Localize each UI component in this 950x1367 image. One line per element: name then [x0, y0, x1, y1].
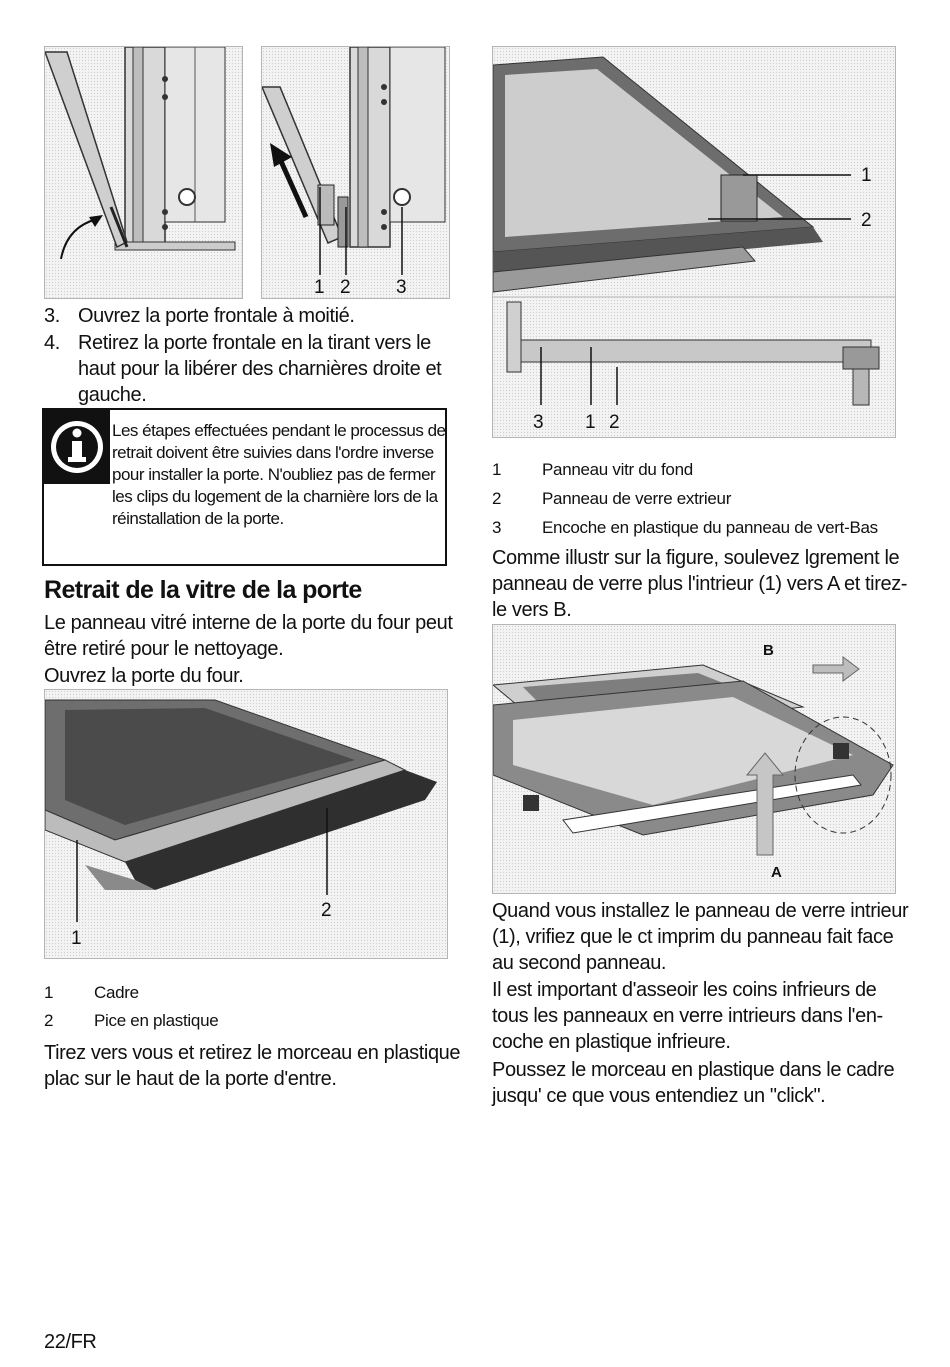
install-paragraph-3: Poussez le morceau en plastique dans le cadre jusqu' ce que vous entendiez un "click".: [492, 1059, 895, 1107]
legend-label: Panneau vitr du fond: [542, 460, 693, 479]
glass-panels-illustration: [493, 47, 896, 438]
glass-callout-bottom-3: 3: [533, 412, 544, 433]
step-number: 3.: [44, 305, 60, 327]
hinge-right-illustration: [262, 47, 450, 299]
info-icon: [44, 410, 110, 484]
step-number: 4.: [44, 332, 60, 354]
hinge-callout-2: 2: [340, 277, 351, 298]
lift-panel-paragraph: Comme illustr sur la figure, soulevez lgrement le panneau de verre plus l'intrieur (1) vers A et tirez-le vers B.: [492, 547, 908, 621]
hinge-callout-1: 1: [314, 277, 325, 298]
legend-item: [44, 1010, 344, 1032]
legend-item: [44, 982, 344, 1004]
glass-callout-bottom-2: 2: [609, 412, 620, 433]
info-note-text: Les étapes effectuées pendant le processus de retrait doivent être suivies dans l'ordre inverse pour installer la porte. N'oubliez pas de fermer les clips du logement de la charnière lors de la réinstallation de la porte.: [112, 421, 446, 528]
legend-label: Panneau de verre extrieur: [542, 489, 732, 508]
figure-lift-panel: [492, 624, 896, 894]
install-paragraph-2: Il est important d'asseoir les coins infrieurs de tous les panneaux en verre intrieurs dans l'en-coche en plastique infrieure.: [492, 979, 883, 1053]
figure-oven-door: [44, 689, 448, 959]
legend-label: Encoche en plastique du panneau de vert-Bas: [542, 518, 878, 537]
info-note-box: [42, 408, 447, 566]
section-title: Retrait de la vitre de la porte: [44, 576, 362, 604]
legend-number: 1: [44, 983, 54, 1002]
legend-number: 1: [492, 460, 502, 479]
legend-label: Pice en plastique: [94, 1011, 219, 1030]
oven-door-illustration: [45, 690, 448, 959]
legend-number: 2: [44, 1011, 54, 1030]
step-text: Retirez la porte frontale en la tirant vers le haut pour la libérer des charnières droite et gauche.: [78, 332, 442, 406]
legend-item: [492, 459, 912, 481]
open-door-instruction: Ouvrez la porte du four.: [44, 665, 244, 687]
legend-number: 2: [492, 489, 502, 508]
oven-door-callout-1: 1: [71, 928, 82, 949]
step-text: Ouvrez la porte frontale à moitié.: [78, 305, 355, 327]
page-number: 22/FR: [44, 1331, 97, 1353]
step-3: [44, 303, 454, 329]
arrow-b-label: B: [763, 642, 774, 659]
figure-hinge-right: [261, 46, 450, 299]
remove-plastic-paragraph: Tirez vers vous et retirez le morceau en plastique plac sur le haut de la porte d'entre.: [44, 1042, 461, 1090]
step-4: [44, 330, 454, 408]
lift-panel-illustration: [493, 625, 896, 894]
hinge-left-illustration: [45, 47, 243, 299]
glass-callout-top-2: 2: [861, 210, 872, 231]
oven-door-callout-2: 2: [321, 900, 332, 921]
intro-paragraph: Le panneau vitré interne de la porte du four peut être retiré pour le nettoyage.: [44, 612, 453, 660]
install-paragraph-1: Quand vous installez le panneau de verre intrieur (1), vrifiez que le ct imprim du panneau fait face au second panneau.: [492, 900, 909, 974]
legend-item: [492, 517, 912, 539]
glass-callout-top-1: 1: [861, 165, 872, 186]
legend-number: 3: [492, 518, 502, 537]
hinge-callout-3: 3: [396, 277, 407, 298]
figure-hinge-left: [44, 46, 243, 299]
glass-callout-bottom-1: 1: [585, 412, 596, 433]
legend-item: [492, 488, 912, 510]
figure-glass-panels: [492, 46, 896, 438]
legend-label: Cadre: [94, 983, 139, 1002]
arrow-a-label: A: [771, 864, 782, 881]
